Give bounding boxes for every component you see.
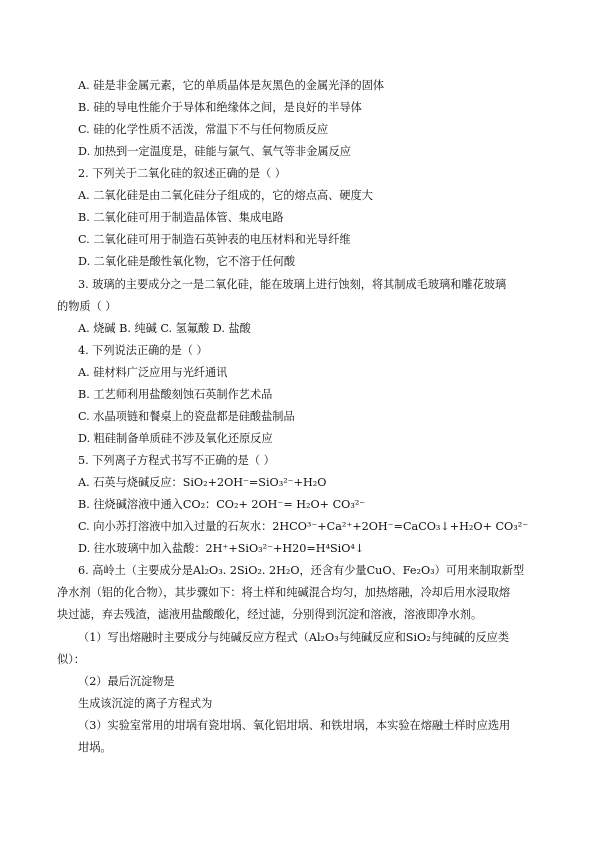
question-6-cont-1: 净水剂（铝的化合物），其步骤如下：将土样和纯碱混合均匀，加热熔融，冷却后用水浸取熔: [57, 586, 511, 599]
q5-option-b: B. 往烧碱溶液中通入CO₂：CO₂+ 2OH⁻= H₂O+ CO₃²⁻: [78, 498, 366, 511]
q2-option-c: C. 二氧化硅可用于制造石英钟表的电压材料和光导纤维: [78, 233, 351, 246]
text-line-1-option-b: B. 硅的导电性能介于导体和绝缘体之间，是良好的半导体: [78, 101, 362, 114]
question-6-cont-2: 块过滤，弃去残渣，滤液用盐酸酸化，经过滤，分别得到沉淀和溶液，溶液即净水剂。: [57, 608, 483, 621]
q6-part-3: （3）实验室常用的坩埚有瓷坩埚、氧化铝坩埚、和铁坩埚，本实验在熔融土样时应选用: [78, 719, 511, 732]
q6-part-3-cont: 坩埚。: [78, 741, 112, 754]
question-2: 2. 下列关于二氧化硅的叙述正确的是（ ）: [78, 167, 286, 180]
q2-option-a: A. 二氧化硅是由二氧化硅分子组成的，它的熔点高、硬度大: [78, 189, 373, 202]
q4-option-a: A. 硅材料广泛应用与光纤通讯: [78, 366, 228, 379]
q6-part-1: （1）写出熔融时主要成分与纯碱反应方程式（Al₂O₃与纯碱反应和SiO₂与纯碱的反应类: [78, 631, 510, 644]
text-line-1-option-a: A. 硅是非金属元素，它的单质晶体是灰黑色的金属光泽的固体: [78, 79, 385, 92]
question-6: 6. 高岭土（主要成分是Al₂O₃. 2SiO₂. 2H₂O，还含有少量CuO、Fe₂O₃）可用来制取新型: [78, 564, 525, 577]
question-5: 5. 下列离子方程式书写不正确的是（ ）: [78, 454, 275, 467]
q2-option-b: B. 二氧化硅可用于制造晶体管、集成电路: [78, 211, 284, 224]
q5-option-d: D. 往水玻璃中加入盐酸：2H⁺+SiO₃²⁻+H20=H⁴SiO⁴↓: [78, 542, 365, 555]
q3-options: A. 烧碱 B. 纯碱 C. 氢氟酸 D. 盐酸: [78, 322, 251, 335]
question-3-cont: 的物质（ ）: [57, 300, 117, 313]
question-4: 4. 下列说法正确的是（ ）: [78, 344, 208, 357]
text-line-1-option-c: C. 硅的化学性质不活泼，常温下不与任何物质反应: [78, 123, 329, 136]
q2-option-d: D. 二氧化硅是酸性氧化物，它不溶于任何酸: [78, 255, 296, 268]
q5-option-a: A. 石英与烧碱反应：SiO₂+2OH⁻=SiO₃²⁻+H₂O: [78, 476, 327, 489]
q5-option-c: C. 向小苏打溶液中加入过量的石灰水：2HCO³⁻+Ca²⁺+2OH⁻=CaCO₃↓+H₂O+ CO₃²⁻: [78, 520, 529, 533]
text-line-1-option-d: D. 加热到一定温度是，硅能与氯气、氧气等非金属反应: [78, 145, 351, 158]
question-3: 3. 玻璃的主要成分之一是二氧化硅，能在玻璃上进行蚀刻，将其制成毛玻璃和雕花玻璃: [78, 278, 507, 291]
q6-part-1-cont: 似）：: [57, 653, 85, 666]
q4-option-c: C. 水晶项链和餐桌上的瓷盘都是硅酸盐制品: [78, 410, 295, 423]
q4-option-d: D. 粗硅制备单质硅不涉及氧化还原反应: [78, 432, 273, 445]
q6-part-2-ionic: 生成该沉淀的离子方程式为: [78, 697, 213, 710]
q6-part-2: （2）最后沉淀物是: [78, 675, 175, 688]
q4-option-b: B. 工艺师利用盐酸刻蚀石英制作艺术品: [78, 388, 273, 401]
